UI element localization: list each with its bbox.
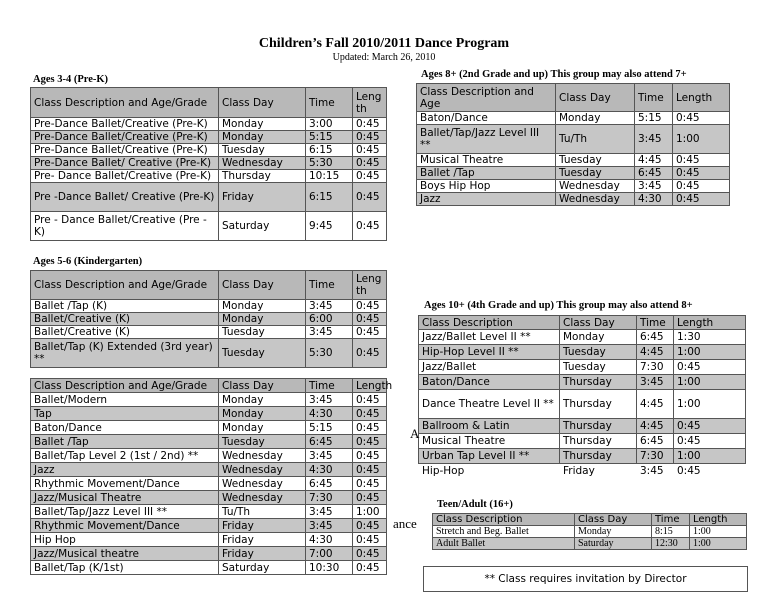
table-cell: Jazz/Musical theatre [31,547,219,561]
table-cell: Monday [219,421,306,435]
table-cell: 0:45 [674,434,746,449]
table-row [419,375,746,390]
table-cell: 1:00 [690,538,747,550]
table-cell: 0:45 [353,212,387,241]
table-cell: 1:00 [674,345,746,360]
table-cell: 1:00 [353,505,387,519]
table-cell: 5:30 [306,157,353,170]
table-cell: Pre-Dance Ballet/Creative (Pre-K) [31,131,219,144]
table-cell: 3:45 [306,505,353,519]
section-title-teen: Teen/Adult (16+) [437,499,513,510]
table-cell: 3:45 [635,125,673,154]
table-cell: 1:00 [673,125,730,154]
table-cell: Pre -Dance Ballet/ Creative (Pre-K) [31,183,219,212]
table-row [31,157,387,170]
table-row [31,170,387,183]
table-cell: Ballet /Tap (K) [31,300,219,313]
table-row [31,505,387,519]
header-cell: Class Day [219,379,306,393]
table-cell: 0:45 [353,463,387,477]
table-cell: 0:45 [673,193,730,206]
table-cell: Thursday [219,170,306,183]
table-cell: Tuesday [219,144,306,157]
table-cell: 0:45 [353,477,387,491]
table-cell: Monday [219,313,306,326]
table-teen [432,513,747,550]
table-cell: 10:30 [306,561,353,575]
table-cell: 0:45 [353,300,387,313]
table-cell: 0:45 [674,419,746,434]
table-cell: Monday [219,300,306,313]
table-cell: Pre - Dance Ballet/Creative (Pre -K) [31,212,219,241]
header-cell: Class Description and Age/Grade [31,88,219,118]
table-cell: 0:45 [353,421,387,435]
table-cell: Wednesday [219,449,306,463]
table-row [31,212,387,241]
table-row [31,519,387,533]
table-cell: Musical Theatre [419,434,560,449]
table-cell: 0:45 [353,339,387,368]
table-cell: Ballet /Tap [417,167,556,180]
table-cell: Monday [575,526,652,538]
table-cell: 3:45 [306,393,353,407]
table-cell: 7:30 [306,491,353,505]
table-row [419,419,746,434]
table-cell: 4:30 [635,193,673,206]
table-cell: 0:45 [353,449,387,463]
table-cell: Ballet/Tap Level 2 (1st / 2nd) ** [31,449,219,463]
table-cell: 0:45 [353,519,387,533]
table-cell: Ballet/Tap (K) Extended (3rd year) ** [31,339,219,368]
table-cell: 3:00 [306,118,353,131]
table-cell: Wednesday [219,463,306,477]
table-row [433,526,747,538]
table-cell: Tuesday [560,345,637,360]
table-cell: 10:15 [306,170,353,183]
table-cell: 0:45 [673,154,730,167]
table-cell: Friday [219,519,306,533]
table-row [419,464,746,479]
table-cell: 5:30 [306,339,353,368]
page-title: Children’s Fall 2010/2011 Dance Program [258,36,510,51]
table-cell: Ballet/Tap (K/1st) [31,561,219,575]
table-cell: Ballet/Tap/Jazz Level III ** [417,125,556,154]
table-cell: Tuesday [219,339,306,368]
table-ages7 [30,378,393,575]
table-row [417,112,730,125]
table-cell: 0:45 [353,533,387,547]
table-row [31,326,387,339]
table-row [31,118,387,131]
table-cell: 3:45 [635,180,673,193]
table-cell: Tuesday [219,326,306,339]
table-cell: 0:45 [673,112,730,125]
table-cell: 12:30 [652,538,690,550]
table-cell: 4:45 [637,419,674,434]
table-cell: 4:45 [635,154,673,167]
table-row [419,434,746,449]
section-title-kinder: Ages 5-6 (Kindergarten) [33,256,143,267]
table-cell: 0:45 [353,157,387,170]
table-cell: 6:45 [306,477,353,491]
table-cell: Jazz [417,193,556,206]
table-cell: 4:30 [306,463,353,477]
table-cell: 7:30 [637,449,674,464]
table-cell: 6:15 [306,144,353,157]
table-row [419,390,746,419]
section-title-ages8: Ages 8+ (2nd Grade and up) This group may also attend 7+ [421,69,687,80]
table-cell: Saturday [575,538,652,550]
table-cell: Ballet/Creative (K) [31,313,219,326]
table-cell: Adult Ballet [433,538,575,550]
table-cell: 3:45 [637,464,674,479]
header-cell: Class Description [433,514,575,526]
table-row [31,393,387,407]
table-row [419,345,746,360]
header-cell: Class Description and Age/Grade [31,379,219,393]
table-cell: 5:15 [306,421,353,435]
table-cell: 0:45 [353,407,387,421]
table-header-row [31,271,387,300]
table-cell: Friday [219,547,306,561]
table-row [417,180,730,193]
table-cell: Jazz [31,463,219,477]
table-cell: 6:45 [637,330,674,345]
table-cell: Monday [560,330,637,345]
table-row [31,313,387,326]
table-cell: Hip-Hop Level II ** [419,345,560,360]
header-cell: Time [637,316,674,330]
table-cell: Jazz/Ballet Level II ** [419,330,560,345]
table-cell: 0:45 [353,547,387,561]
table-cell: Ballet/Creative (K) [31,326,219,339]
header-cell: Class Day [556,84,635,112]
table-cell: 0:45 [353,118,387,131]
table-header-row [419,316,746,330]
table-row [31,561,387,575]
table-cell: Friday [219,183,306,212]
table-cell: 0:45 [353,491,387,505]
table-cell: Rhythmic Movement/Dance [31,477,219,491]
table-row [31,131,387,144]
table-cell: 0:45 [673,167,730,180]
table-cell: Hip Hop [31,533,219,547]
table-cell: 1:30 [674,330,746,345]
table-cell: 5:15 [306,131,353,144]
table-cell: 4:30 [306,407,353,421]
table-row [417,154,730,167]
table-cell: Thursday [560,449,637,464]
table-cell: Thursday [560,434,637,449]
table-row [31,435,387,449]
table-cell: 6:15 [306,183,353,212]
table-cell: 6:45 [306,435,353,449]
table-row [31,407,387,421]
table-cell: Tuesday [556,154,635,167]
table-cell: 6:00 [306,313,353,326]
table-header-row [31,88,387,118]
table-row [419,330,746,345]
table-cell: Thursday [560,419,637,434]
table-cell: 1:00 [674,390,746,419]
table-cell: 4:45 [637,390,674,419]
table-cell: 6:45 [637,434,674,449]
table-cell: 1:00 [674,375,746,390]
table-cell: Saturday [219,561,306,575]
table-cell: Urban Tap Level II ** [419,449,560,464]
table-cell: Tu/Th [219,505,306,519]
header-cell: Length [690,514,747,526]
header-cell: Class Day [560,316,637,330]
table-row [31,491,387,505]
table-cell: 0:45 [353,144,387,157]
table-row [417,125,730,154]
header-cell: Class Day [219,88,306,118]
table-cell: Ballet/Modern [31,393,219,407]
table-row [31,144,387,157]
table-cell: Wednesday [556,193,635,206]
table-cell: 1:00 [690,526,747,538]
updated-date: Updated: March 26, 2010 [332,52,436,63]
header-cell: Time [306,271,353,300]
table-cell: 0:45 [353,170,387,183]
table-cell: Stretch and Beg. Ballet [433,526,575,538]
table-cell: Baton/Dance [419,375,560,390]
stray-text-a: A [410,426,420,441]
table-cell: Thursday [560,375,637,390]
table-cell: Baton/Dance [31,421,219,435]
table-header-row [417,84,730,112]
table-row [31,477,387,491]
table-cell: Saturday [219,212,306,241]
footnote-box: ** Class requires invitation by Director [423,566,748,592]
header-cell: Time [652,514,690,526]
stray-text-ance: ance [393,516,417,531]
table-row [31,533,387,547]
table-cell: 3:45 [306,300,353,313]
table-prek [30,87,387,241]
table-cell: Monday [219,118,306,131]
table-cell: Tuesday [219,435,306,449]
table-cell: Friday [219,533,306,547]
table-cell: 3:45 [637,375,674,390]
header-cell: Time [306,379,353,393]
table-cell: 0:45 [353,393,387,407]
table-cell: Ballet/Tap/Jazz Level III ** [31,505,219,519]
header-cell: Class Day [219,271,306,300]
table-cell: 1:00 [674,449,746,464]
header-cell: Time [635,84,673,112]
table-cell: 0:45 [674,464,746,479]
table-row [419,360,746,375]
header-cell: Length [673,84,730,112]
table-cell: Tuesday [560,360,637,375]
table-cell: 0:45 [353,131,387,144]
table-row [417,193,730,206]
header-cell: Length [353,88,387,118]
table-cell: Jazz/Musical Theatre [31,491,219,505]
header-cell: Class Description and Age [417,84,556,112]
table-header-row [31,379,387,393]
table-cell: Tap [31,407,219,421]
table-row [433,538,747,550]
table-cell: Monday [219,407,306,421]
table-ages8 [416,83,730,206]
table-kinder [30,270,387,368]
table-cell: Pre- Dance Ballet/Creative (Pre-K) [31,170,219,183]
header-cell: Class Description [419,316,560,330]
table-row [31,339,387,368]
table-cell: Hip-Hop [419,464,560,479]
table-cell: Wednesday [556,180,635,193]
header-cell: Class Description and Age/Grade [31,271,219,300]
table-row [417,167,730,180]
table-cell: Friday [560,464,637,479]
table-cell: 4:30 [306,533,353,547]
table-cell: 3:45 [306,519,353,533]
section-title-ages10: Ages 10+ (4th Grade and up) This group may also attend 8+ [424,300,693,311]
table-cell: Monday [556,112,635,125]
header-cell: Length [353,379,387,393]
table-cell: 9:45 [306,212,353,241]
table-cell: 6:45 [635,167,673,180]
table-cell: 8:15 [652,526,690,538]
table-cell: Ballet /Tap [31,435,219,449]
table-cell: Pre-Dance Ballet/ Creative (Pre-K) [31,157,219,170]
table-cell: Wednesday [219,477,306,491]
table-cell: 7:00 [306,547,353,561]
table-cell: 4:45 [637,345,674,360]
table-cell: Monday [219,131,306,144]
header-cell: Length [353,271,387,300]
section-title-prek: Ages 3-4 (Pre-K) [33,74,109,85]
table-cell: Jazz/Ballet [419,360,560,375]
table-cell: Wednesday [219,157,306,170]
table-row [31,547,387,561]
header-cell: Class Day [575,514,652,526]
table-cell: 0:45 [353,326,387,339]
table-cell: 5:15 [635,112,673,125]
table-cell: Dance Theatre Level II ** [419,390,560,419]
table-cell: Tu/Th [556,125,635,154]
header-cell: Length [674,316,746,330]
table-row [31,300,387,313]
table-cell: 3:45 [306,449,353,463]
table-ages10 [418,315,746,479]
table-row [419,449,746,464]
table-row [31,421,387,435]
table-cell: Tuesday [556,167,635,180]
table-cell: 0:45 [353,313,387,326]
table-cell: 0:45 [673,180,730,193]
table-cell: Thursday [560,390,637,419]
table-cell: Boys Hip Hop [417,180,556,193]
table-cell: Wednesday [219,491,306,505]
table-cell: Ballroom & Latin [419,419,560,434]
table-cell: 0:45 [353,183,387,212]
table-cell: 0:45 [353,561,387,575]
table-cell: 7:30 [637,360,674,375]
table-cell: 3:45 [306,326,353,339]
table-header-row [433,514,747,526]
table-cell: Baton/Dance [417,112,556,125]
table-cell: Pre-Dance Ballet/Creative (Pre-K) [31,118,219,131]
table-cell: 0:45 [353,435,387,449]
table-cell: Rhythmic Movement/Dance [31,519,219,533]
table-row [31,463,387,477]
table-cell: Musical Theatre [417,154,556,167]
table-cell: 0:45 [674,360,746,375]
table-row [31,449,387,463]
table-row [31,183,387,212]
table-cell: Pre-Dance Ballet/Creative (Pre-K) [31,144,219,157]
header-cell: Time [306,88,353,118]
table-cell: Monday [219,393,306,407]
